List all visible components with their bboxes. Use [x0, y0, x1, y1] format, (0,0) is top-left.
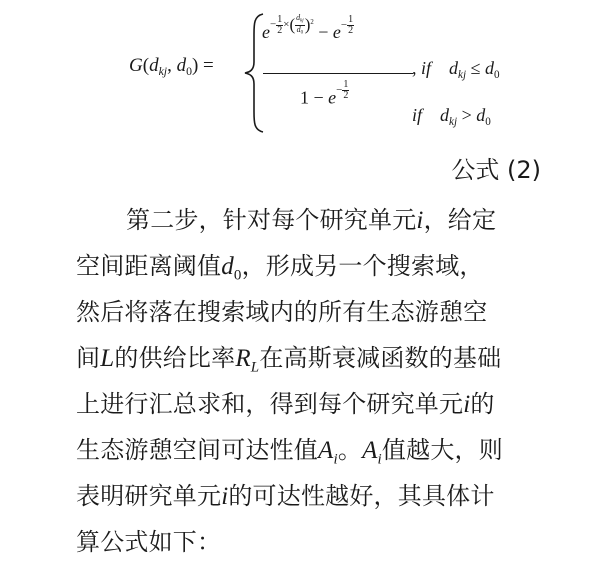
formula-numerator: e− $\frac{1}{2}$ ×( $d_{kj}$ $d_0$ )$^2$ − e− $\frac{1}{2}$: [262, 13, 354, 43]
paragraph-line: 空间距离阈值$d_0$，形成另一个搜索域，: [76, 252, 484, 284]
paragraph-line: 算公式如下：: [76, 528, 222, 556]
formula-denominator: 1 − e− $\frac{1}{2}$: [300, 79, 349, 108]
paragraph-line: 间L的供给比率$R_L$在高斯衰减函数的基础: [76, 344, 502, 376]
formula-lhs: $G(d_{kj}$, $d_0$) =: [129, 55, 214, 79]
paragraph-line: 表明研究单元i的可达性越好，其具体计: [76, 482, 495, 510]
fraction-bar: [263, 73, 413, 74]
case2-condition: if $d_{kj} > d_0$: [412, 105, 491, 128]
gaussian-decay-formula: [0, 0, 593, 150]
body-paragraph: [76, 197, 556, 565]
case1-condition: , if $d_{kj} \le d_0$: [412, 58, 500, 81]
formula-number-label: 公式 (2): [451, 156, 541, 184]
paragraph-line: 然后将落在搜索域内的所有生态游憩空: [76, 298, 488, 326]
paragraph-line: 第二步，针对每个研究单元i，给定: [126, 206, 497, 234]
paragraph-line: 上进行汇总求和，得到每个研究单元i的: [76, 390, 495, 418]
paragraph-line: 生态游憩空间可达性值$A_i$。$A_i$值越大，则: [76, 436, 503, 468]
